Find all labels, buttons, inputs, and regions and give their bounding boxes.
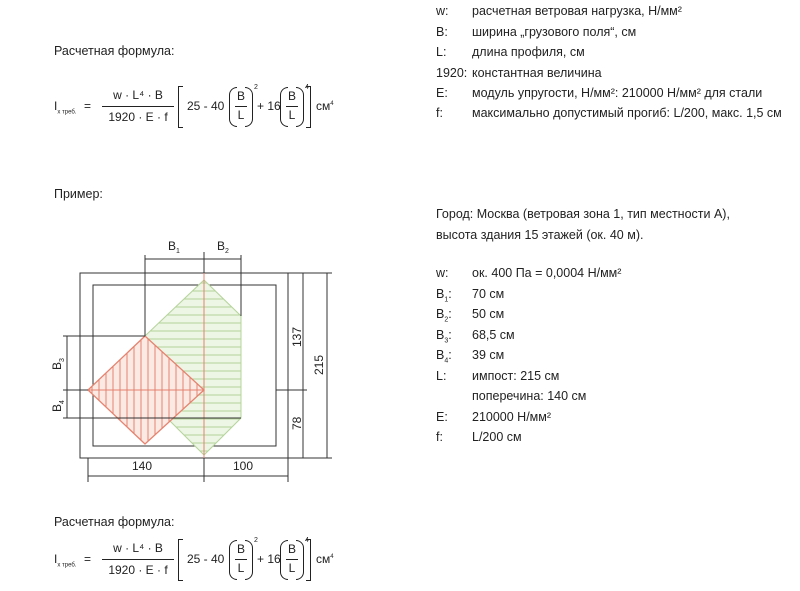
value-text: поперечина: 140 см bbox=[472, 389, 587, 403]
bracket-left bbox=[178, 539, 183, 581]
value-text: 210000 Н/мм² bbox=[472, 410, 552, 424]
legend-symbol: f: bbox=[436, 106, 443, 120]
formula-title-bottom: Расчетная формула: bbox=[54, 515, 175, 529]
formula-term-1: 25 - 40 bbox=[187, 99, 225, 113]
dim-215-label: 215 bbox=[312, 354, 326, 375]
legend-symbol: 1920: bbox=[436, 66, 468, 80]
legend-text: максимально допустимый прогиб: L/200, макс. 1,5 см bbox=[472, 106, 782, 120]
formula-unit: $см^4$ bbox=[316, 99, 334, 113]
formula-equals: = bbox=[84, 99, 92, 113]
legend-symbol: B: bbox=[436, 25, 448, 39]
bottom-dimension bbox=[88, 458, 288, 482]
dim-137-label: 137 bbox=[290, 326, 304, 347]
legend-text: ширина „грузового поля“, см bbox=[472, 25, 637, 39]
formula-denominator: 1920 · E · f bbox=[108, 110, 168, 124]
legend-symbol: w: bbox=[436, 4, 449, 18]
formula-term-1: 25 - 40 bbox=[187, 552, 225, 566]
legend-symbol: E: bbox=[436, 86, 448, 100]
paren-fraction-1: B L bbox=[229, 540, 253, 578]
formula-bottom bbox=[54, 537, 344, 583]
formula-denominator: 1920 · E · f bbox=[108, 563, 168, 577]
dim-78-label: 78 bbox=[290, 416, 304, 430]
legend-symbol: L: bbox=[436, 45, 447, 59]
fraction-line bbox=[102, 559, 174, 560]
exponent-1: 2 bbox=[254, 84, 258, 91]
bracket-right bbox=[306, 539, 311, 581]
dim-100-label: 100 bbox=[233, 459, 254, 473]
b3-label: $B_3$ bbox=[50, 358, 66, 370]
legend-text: расчетная ветровая нагрузка, Н/мм² bbox=[472, 4, 682, 18]
formula-equals: = bbox=[84, 552, 92, 566]
value-text: ок. 400 Па = 0,0004 Н/мм² bbox=[472, 266, 622, 280]
formula-term-2: + 16 bbox=[257, 552, 281, 566]
formula-lhs: $I_{x треб.}$ bbox=[54, 99, 77, 116]
formula-numerator: w · L⁴ · B bbox=[113, 88, 163, 102]
exponent-2: 4 bbox=[305, 84, 309, 91]
legend-text: модуль упругости, Н/мм²: 210000 Н/мм² для стали bbox=[472, 86, 763, 100]
b2-label: $B_2$ bbox=[217, 239, 229, 255]
b1-label: $B_1$ bbox=[168, 239, 180, 255]
exponent-1: 2 bbox=[254, 537, 258, 544]
value-text: 39 см bbox=[472, 348, 505, 362]
paren-fraction-2: B L bbox=[280, 87, 304, 125]
formula-term-2: + 16 bbox=[257, 99, 281, 113]
value-text: импост: 215 см bbox=[472, 369, 560, 383]
b4-label: $B_4$ bbox=[50, 400, 66, 412]
example-title: Пример: bbox=[54, 187, 103, 201]
paren-fraction-2: B L bbox=[280, 540, 304, 578]
value-text: L/200 см bbox=[472, 430, 522, 444]
formula-numerator: w · L⁴ · B bbox=[113, 541, 163, 555]
value-text: 68,5 см bbox=[472, 328, 515, 342]
formula-title-top: Расчетная формула: bbox=[54, 44, 175, 58]
dim-140-label: 140 bbox=[132, 459, 153, 473]
exponent-2: 4 bbox=[305, 537, 309, 544]
legend-text: длина профиля, см bbox=[472, 45, 585, 59]
value-text: 50 см bbox=[472, 307, 505, 321]
paren-fraction-1: B L bbox=[229, 87, 253, 125]
legend-text: константная величина bbox=[472, 66, 602, 80]
example-city-line-2: высота здания 15 этажей (ок. 40 м). bbox=[436, 228, 644, 242]
value-text: 70 см bbox=[472, 287, 505, 301]
formula-lhs: $I_{x треб.}$ bbox=[54, 552, 77, 569]
example-city-line-1: Город: Москва (ветровая зона 1, тип местности А), bbox=[436, 207, 730, 221]
formula-unit: $см^4$ bbox=[316, 552, 334, 566]
